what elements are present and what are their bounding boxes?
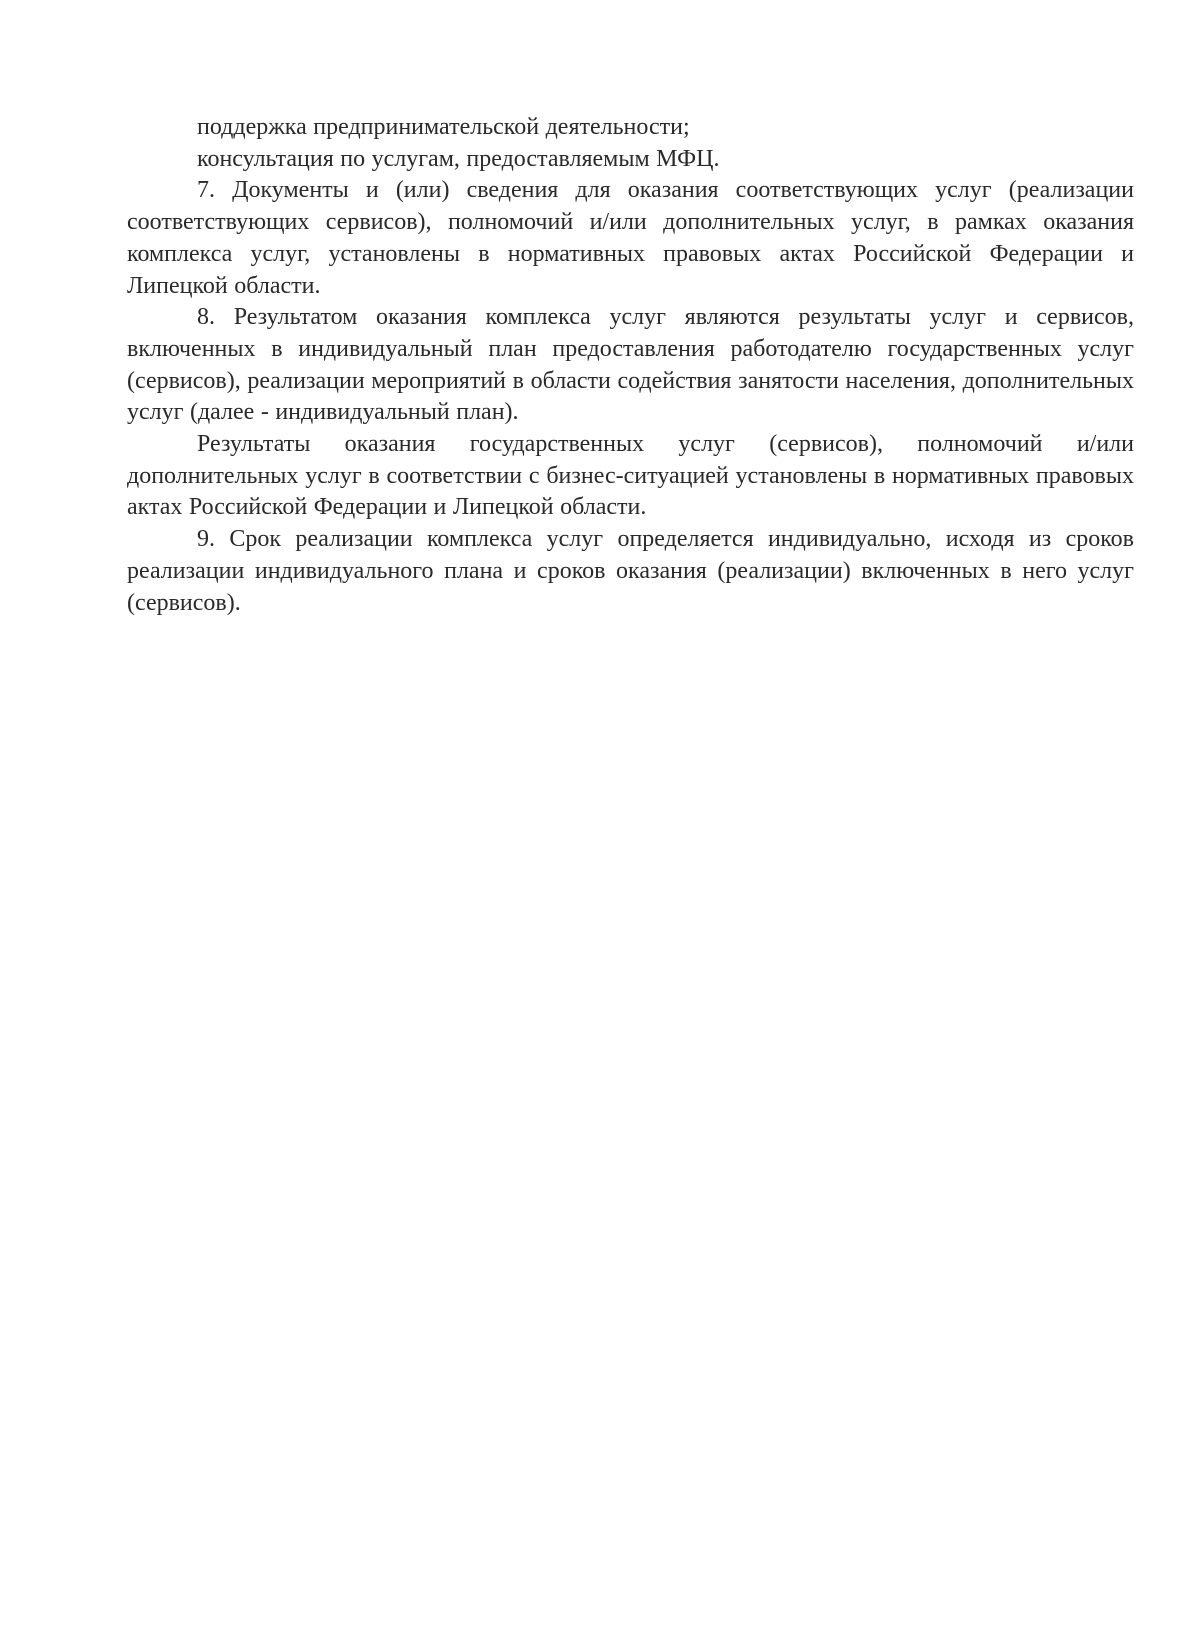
document-body <box>127 112 1134 619</box>
list-item-entrepreneurship-support: поддержка предпринимательской деятельности; <box>197 114 690 140</box>
paragraph-9-term: 9. Срок реализации комплекса услуг определяется индивидуально, исходя из сроков реализации индивидуального плана и сроков оказания (реализации) включенных в него услуг (сервисов). <box>127 526 1134 616</box>
paragraph-7-documents: 7. Документы и (или) сведения для оказания соответствующих услуг (реализации соответствующих сервисов), полномочий и/или дополнительных услуг, в рамках оказания комплекса услуг, установлены в нормативных правовых актах Российской Федерации и Липецкой области. <box>127 177 1134 299</box>
paragraph-results-business-situation: Результаты оказания государственных услуг (сервисов), полномочий и/или дополнительных услуг в соответствии с бизнес-ситуацией установлены в нормативных правовых актах Российской Федерации и Липецкой области. <box>127 431 1134 521</box>
paragraph-8-result: 8. Результатом оказания комплекса услуг являются результаты услуг и сервисов, включенных в индивидуальный план предоставления работодателю государственных услуг (сервисов), реализации мероприятий в области содействия занятости населения, дополнительных услуг (далее - индивидуальный план). <box>127 304 1134 426</box>
list-item-mfc-consultation: консультация по услугам, предоставляемым МФЦ. <box>197 145 720 172</box>
